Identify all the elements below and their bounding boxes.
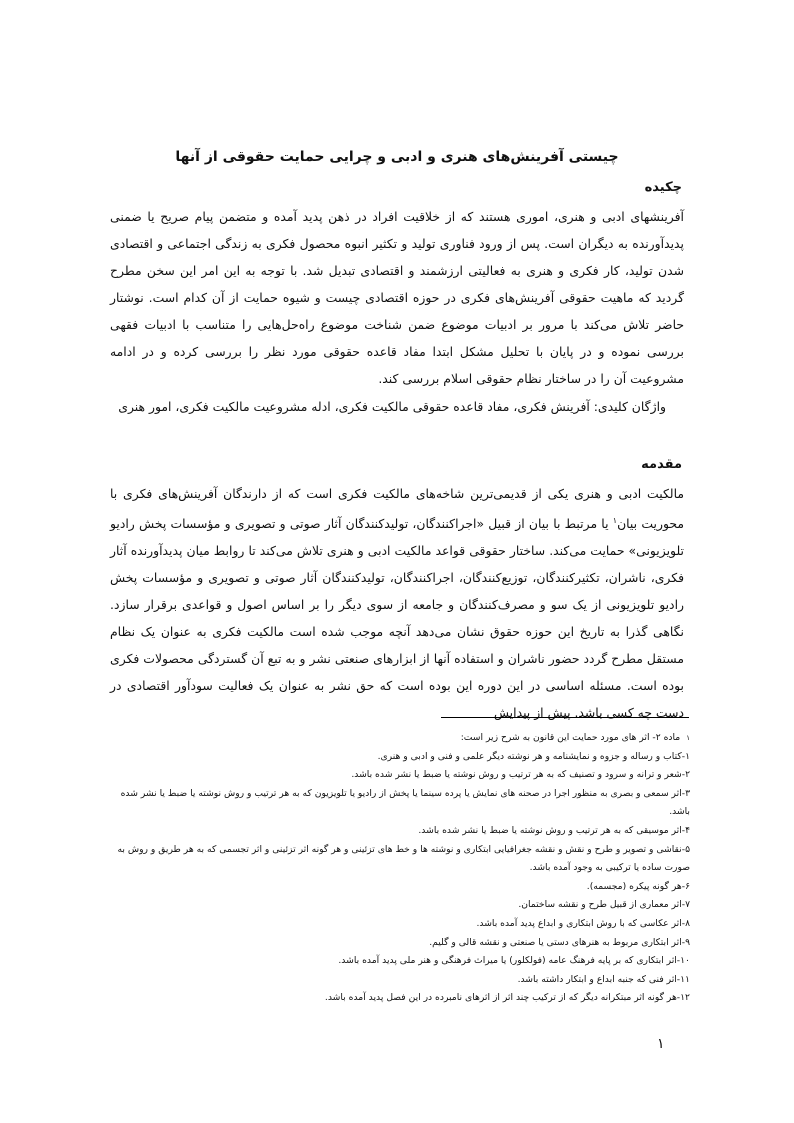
footnote-line: ۹-اثر ابتکاری مربوط به هنرهای دستی یا صنعتی و نقشه قالی و گلیم. bbox=[429, 936, 690, 948]
footnote-line: ۱-کتاب و رساله و جزوه و نمایشنامه و هر نوشته دیگر علمی و فنی و ادبی و هنری. bbox=[377, 750, 690, 762]
page-number: ۱ bbox=[657, 1036, 665, 1052]
footnote-marker: ۱ bbox=[686, 734, 690, 742]
footnote-separator bbox=[441, 717, 689, 718]
abstract-paragraph: آفرینشهای ادبی و هنری، اموری هستند که از خلاقیت افراد در ذهن پدید آمده و متضمن پیام صریح یا ضمنی پدیدآورنده به دیگران است. پس از ورود فناوری تولید و تکثیر انبوه محصول فکری به زندگی اجتماعی و اقتصادی شدن تولید، کار فکری و هنری به فعالیتی ارزشمند و اقتصادی تبدیل شد. با توجه به این امر این سخن مطرح گردید که ماهیت حقوقی آفرینش‌های فکری در حوزه اقتصادی چیست و شیوه حمایت از آن کدام است. نوشتار حاضر تلاش می‌کند با مرور بر ادبیات موضوع ضمن شناخت موضوع راه‌حل‌هایی را متناسب با ادبیات فقهی بررسی نموده و در پایان با تحلیل مشکل ابتدا مفاد قاعده حقوقی مورد نظر را بررسی کرده و در ادامه مشروعیت آن را در ساختار نظام حقوقی اسلام بررسی کند. bbox=[110, 209, 684, 386]
footnotes bbox=[110, 729, 690, 1008]
footnote-line: $^۱$ماده ۲- اثر های مورد حمایت این قانون به شرح زیر است: bbox=[460, 732, 690, 743]
introduction-text-part-2: یا مرتبط با بیان از قبیل «اجراکنندگان، تولیدکنندگان آثار صوتی و تصویری و مؤسسات پخش رادیو تلویزیونی» حمایت می‌کند. ساختار حقوقی قواعد مالکیت ادبی و هنری تلاش می‌کند تا روابط میان پدیدآورنده آثار فکری، ناشران، تکثیرکنندگان، توزیع‌کنندگان، اجراکنندگان، تولیدکنندگان آثار صوتی و تصویری و مؤسسات پخش رادیو تلویزیونی از یک سو و مصرف‌کنندگان و جامعه از سوی دیگر را بر اساس اصول و قواعدی برقرار سازد. نگاهی گذرا به تاریخ این حوزه حقوق نشان می‌دهد آنچه موجب شده است مالکیت فکری به عنوان یک نظام مستقل مطرح گردد حضور ناشران و استفاده آنها از ابزارهای صنعتی نشر و به تبع آن گستردگی محصولات فکری بوده است. مسئله اساسی در این دوره این بوده است که حق نشر به عنوان یک فعالیت سودآور اقتصادی در دست چه کسی باشد. پیش از پیدایش bbox=[110, 516, 684, 721]
footnote-line: ۱۰-اثر ابتکاری که بر پایه فرهنگ عامه (فولکلور) یا میراث فرهنگی و هنر ملی پدید آمده باشد. bbox=[338, 955, 690, 967]
introduction-heading: مقدمه bbox=[641, 457, 682, 472]
footnote-line: ۸-اثر عکاسی که با روش ابتکاری و ابداع پدید آمده باشد. bbox=[476, 917, 690, 929]
abstract-heading: چکیده bbox=[644, 180, 682, 195]
footnote-line: ۶-هر گونه پیکره (مجسمه). bbox=[586, 880, 690, 892]
introduction-text-part-1: مالکیت ادبی و هنری یکی از قدیمی‌ترین شاخه‌های مالکیت فکری است که از دارندگان آفرینش‌های فکری با محوریت بیان bbox=[110, 486, 684, 532]
introduction-paragraph bbox=[110, 480, 684, 726]
footnote-line: ۲-شعر و ترانه و سرود و تصنیف که به هر ترتیب و روش نوشته یا ضبط یا نشر شده باشد. bbox=[351, 769, 690, 781]
page-title: چیستی آفرینش‌های هنری و ادبی و چرایی حمایت حقوقی از آنها bbox=[175, 149, 619, 165]
footnote-line: ۳-اثر سمعی و بصری به منظور اجرا در صحنه های نمایش یا پرده سینما یا پخش از رادیو یا تلویزیون که به هر ترتیب و روش نوشته یا ضبط یا نشر شده باشد. bbox=[120, 787, 690, 818]
footnote-line: ۵-نقاشی و تصویر و طرح و نقش و نقشه جغرافیایی ابتکاری و نوشته ها و خط های تزئینی و هر گونه اثر تزئینی و اثر تجسمی که به هر طریق و روش به صورت ساده یا ترکیبی به وجود آمده باشد. bbox=[117, 843, 690, 874]
footnote-line: ۷-اثر معماری از قبیل طرح و نقشه ساختمان. bbox=[518, 899, 690, 911]
footnote-line: ۱۱-اثر فنی که جنبه ابداع و ابتکار داشته باشد. bbox=[517, 973, 690, 985]
footnote-line: ۱۲-هر گونه اثر مبتکرانه دیگر که از ترکیب چند اثر از اثرهای نامبرده در این فصل پدید آمده باشد. bbox=[324, 992, 690, 1004]
footnote-line: ۴-اثر موسیقی که به هر ترتیب و روش نوشته یا ضبط یا نشر شده باشد. bbox=[418, 824, 690, 836]
keywords: واژگان کلیدی: آفرینش فکری، مفاد قاعده حقوقی مالکیت فکری، ادله مشروعیت مالکیت فکری، امور هنری bbox=[118, 399, 666, 414]
footnote-reference[interactable]: ۱ bbox=[612, 516, 618, 525]
